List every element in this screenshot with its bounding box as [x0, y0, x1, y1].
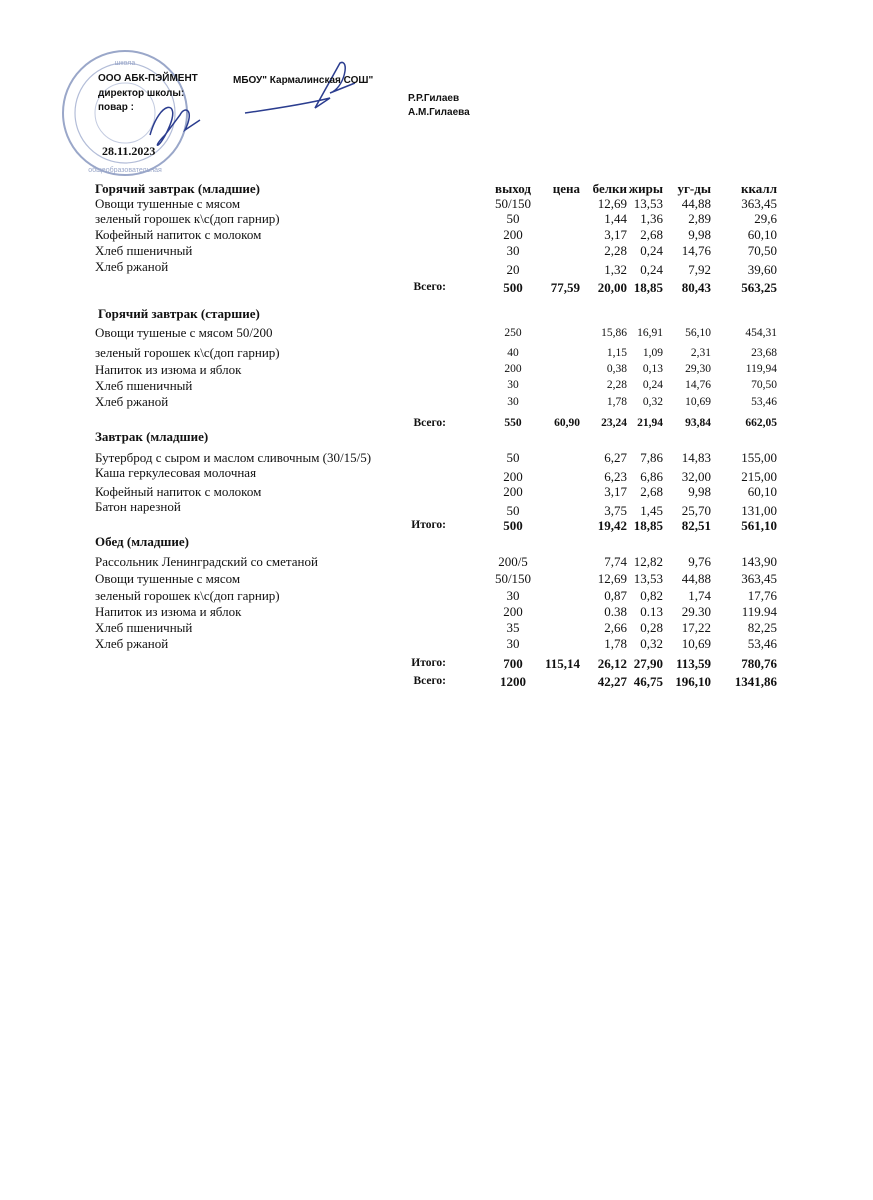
dish-kcal: 119,94	[745, 363, 777, 375]
dish-protein: 1,78	[604, 636, 627, 651]
dish-carbs: 56,10	[685, 327, 711, 339]
dish-carbs: 2,31	[690, 347, 711, 359]
total-protein: 20,00	[597, 280, 627, 295]
column-header-price: цена	[552, 181, 580, 196]
dish-protein: 1,78	[606, 396, 627, 408]
dish-protein: 1,32	[604, 262, 627, 277]
dish-yield: 200	[503, 227, 523, 242]
dish-yield: 200	[504, 363, 522, 375]
dish-carbs: 44,88	[681, 196, 711, 211]
total-fat: 46,75	[633, 674, 663, 689]
dish-fat: 0,28	[640, 620, 663, 635]
dish-carbs: 9,98	[688, 227, 711, 242]
dish-name: Хлеб пшеничный	[95, 243, 193, 258]
total-label: Итого:	[411, 657, 446, 669]
dish-name: Хлеб ржаной	[95, 636, 169, 651]
total-price: 115,14	[544, 656, 580, 671]
dish-fat: 0,32	[642, 396, 663, 408]
dish-protein: 0,38	[606, 363, 627, 375]
total-protein: 26,12	[597, 656, 627, 671]
dish-fat: 0,32	[640, 636, 663, 651]
dish-carbs: 44,88	[681, 571, 711, 586]
dish-fat: 0,24	[640, 262, 663, 277]
dish-kcal: 143,90	[741, 554, 777, 569]
dish-protein: 6,23	[604, 469, 627, 484]
column-header-carbs: уг-ды	[677, 181, 711, 196]
dish-fat: 16,91	[637, 327, 663, 339]
menu-date: 28.11.2023	[102, 144, 156, 158]
dish-kcal: 454,31	[745, 327, 777, 339]
dish-fat: 7,86	[640, 450, 663, 465]
dish-yield: 200	[503, 469, 523, 484]
dish-fat: 0,13	[642, 363, 663, 375]
total-fat: 21,94	[637, 417, 663, 429]
dish-protein: 12,69	[597, 196, 627, 211]
dish-protein: 1,44	[604, 211, 627, 226]
dish-name: Рассольник Ленинградский со сметаной	[95, 554, 318, 569]
total-yield: 700	[503, 656, 523, 671]
total-yield: 500	[503, 518, 523, 533]
total-price: 77,59	[550, 280, 580, 295]
dish-name: Овощи тушенные с мясом	[95, 196, 241, 211]
dish-protein: 2,28	[606, 379, 627, 391]
dish-carbs: 29,30	[685, 363, 711, 375]
dish-name: Напиток из изюма и яблок	[95, 604, 242, 619]
svg-text:общеобразовательная: общеобразовательная	[88, 167, 162, 174]
cook-label: повар :	[98, 102, 134, 113]
dish-fat: 12,82	[633, 554, 663, 569]
dish-name: Хлеб ржаной	[95, 259, 169, 274]
dish-kcal: 39,60	[747, 262, 777, 277]
dish-kcal: 60,10	[747, 227, 777, 242]
org-name: ООО АБК-ПЭЙМЕНТ	[98, 73, 198, 84]
dish-protein: 7,74	[604, 554, 627, 569]
column-header-fat: жиры	[628, 181, 663, 196]
dish-protein: 3,17	[604, 484, 627, 499]
dish-protein: 12,69	[597, 571, 627, 586]
column-header-kcal: ккалл	[741, 181, 777, 196]
total-carbs: 113,59	[675, 656, 711, 671]
total-protein: 19,42	[597, 518, 627, 533]
total-carbs: 93,84	[685, 417, 711, 429]
total-yield: 550	[504, 417, 522, 429]
dish-name: Овощи тушеные с мясом 50/200	[95, 325, 273, 340]
dish-kcal: 119.94	[741, 604, 777, 619]
dish-fat: 0,24	[640, 243, 663, 258]
dish-fat: 0,24	[642, 379, 663, 391]
dish-name: зеленый горошек к\с(доп гарнир)	[95, 345, 280, 360]
dish-kcal: 53,46	[747, 636, 777, 651]
total-carbs: 82,51	[681, 518, 711, 533]
dish-carbs: 14,76	[681, 243, 711, 258]
dish-yield: 30	[506, 243, 520, 258]
dish-fat: 0.13	[640, 604, 663, 619]
dish-name: Напиток из изюма и яблок	[95, 362, 242, 377]
svg-text:школа: школа	[114, 60, 136, 67]
director-label: директор школы:	[98, 88, 185, 99]
total-label: Всего:	[413, 675, 446, 687]
dish-name: зеленый горошек к\с(доп гарнир)	[95, 211, 280, 226]
dish-name: Хлеб ржаной	[95, 394, 169, 409]
total-label: Всего:	[413, 281, 446, 293]
dish-fat: 1,45	[640, 503, 663, 518]
dish-fat: 1,36	[640, 211, 663, 226]
dish-yield: 200	[503, 604, 523, 619]
dish-protein: 2,66	[604, 620, 627, 635]
dish-carbs: 10,69	[681, 636, 711, 651]
total-carbs: 196,10	[675, 674, 711, 689]
dish-fat: 1,09	[642, 347, 663, 359]
total-label: Всего:	[413, 417, 446, 429]
total-kcal: 561,10	[741, 518, 777, 533]
dish-yield: 250	[504, 327, 522, 339]
section-title: Завтрак (младшие)	[95, 429, 209, 444]
dish-protein: 6,27	[604, 450, 627, 465]
dish-carbs: 7,92	[688, 262, 711, 277]
dish-name: Каша геркулесовая молочная	[95, 465, 257, 480]
dish-carbs: 14,83	[681, 450, 711, 465]
dish-carbs: 29.30	[681, 604, 711, 619]
dish-carbs: 9,76	[688, 554, 711, 569]
cook-name: А.М.Гилаева	[408, 107, 470, 118]
dish-fat: 6,86	[640, 469, 663, 484]
total-kcal: 1341,86	[734, 674, 777, 689]
dish-kcal: 70,50	[747, 243, 777, 258]
dish-kcal: 53,46	[751, 396, 777, 408]
dish-fat: 13,53	[633, 571, 663, 586]
dish-yield: 50/150	[494, 196, 532, 211]
total-kcal: 662,05	[745, 417, 777, 429]
total-fat: 18,85	[633, 518, 663, 533]
section-title: Горячий завтрак (младшие)	[95, 181, 261, 196]
dish-carbs: 25,70	[681, 503, 711, 518]
dish-carbs: 1,74	[688, 588, 711, 603]
dish-yield: 30	[507, 396, 519, 408]
dish-kcal: 70,50	[751, 379, 777, 391]
dish-yield: 30	[506, 588, 520, 603]
dish-carbs: 2,89	[688, 211, 711, 226]
dish-yield: 30	[506, 636, 520, 651]
dish-carbs: 14,76	[685, 379, 711, 391]
dish-carbs: 9,98	[688, 484, 711, 499]
dish-name: Батон нарезной	[95, 499, 181, 514]
total-fat: 18,85	[633, 280, 663, 295]
dish-fat: 0,82	[640, 588, 663, 603]
dish-yield: 35	[506, 620, 520, 635]
total-label: Итого:	[411, 519, 446, 531]
dish-yield: 30	[507, 379, 519, 391]
dish-protein: 1,15	[606, 347, 627, 359]
dish-yield: 40	[507, 347, 519, 359]
column-header-protein: белки	[592, 181, 627, 196]
dish-protein: 2,28	[604, 243, 627, 258]
total-yield: 1200	[500, 674, 526, 689]
dish-yield: 50	[506, 503, 520, 518]
dish-protein: 15,86	[601, 327, 627, 339]
dish-protein: 3,75	[604, 503, 627, 518]
dish-name: Кофейный напиток с молоком	[95, 227, 262, 242]
dish-name: Хлеб пшеничный	[95, 378, 193, 393]
column-header-yield: выход	[495, 181, 531, 196]
dish-fat: 2,68	[640, 484, 663, 499]
dish-kcal: 155,00	[741, 450, 777, 465]
dish-fat: 13,53	[633, 196, 663, 211]
dish-carbs: 17,22	[681, 620, 711, 635]
dish-kcal: 363,45	[741, 196, 777, 211]
dish-protein: 0.38	[604, 604, 627, 619]
dish-kcal: 23,68	[751, 347, 777, 359]
dish-fat: 2,68	[640, 227, 663, 242]
total-protein: 42,27	[597, 674, 627, 689]
section-title: Горячий завтрак (старшие)	[98, 306, 260, 321]
total-fat: 27,90	[633, 656, 663, 671]
school-name: МБОУ" Кармалинская СОШ"	[233, 75, 374, 86]
dish-kcal: 82,25	[747, 620, 777, 635]
director-name: Р.Р.Гилаев	[408, 93, 460, 104]
dish-yield: 200/5	[498, 554, 528, 569]
dish-yield: 50	[506, 211, 520, 226]
dish-kcal: 215,00	[741, 469, 777, 484]
dish-name: зеленый горошек к\с(доп гарнир)	[95, 588, 280, 603]
dish-kcal: 60,10	[747, 484, 777, 499]
dish-yield: 20	[506, 262, 520, 277]
dish-protein: 3,17	[604, 227, 627, 242]
dish-carbs: 32,00	[681, 469, 711, 484]
total-kcal: 780,76	[741, 656, 777, 671]
total-carbs: 80,43	[681, 280, 711, 295]
dish-kcal: 363,45	[741, 571, 777, 586]
signature-director	[240, 58, 360, 118]
dish-yield: 50/150	[494, 571, 532, 586]
dish-yield: 200	[503, 484, 523, 499]
section-title: Обед (младшие)	[95, 534, 189, 549]
dish-kcal: 17,76	[747, 588, 777, 603]
total-kcal: 563,25	[741, 280, 777, 295]
dish-name: Овощи тушенные с мясом	[95, 571, 241, 586]
dish-kcal: 29,6	[754, 211, 777, 226]
total-protein: 23,24	[601, 417, 627, 429]
dish-name: Кофейный напиток с молоком	[95, 484, 262, 499]
dish-carbs: 10,69	[685, 396, 711, 408]
dish-name: Бутерброд с сыром и маслом сливочным (30/15/5)	[95, 450, 372, 465]
dish-protein: 0,87	[604, 588, 627, 603]
dish-name: Хлеб пшеничный	[95, 620, 193, 635]
total-yield: 500	[503, 280, 523, 295]
dish-yield: 50	[506, 450, 520, 465]
total-price: 60,90	[554, 417, 580, 429]
dish-kcal: 131,00	[741, 503, 777, 518]
